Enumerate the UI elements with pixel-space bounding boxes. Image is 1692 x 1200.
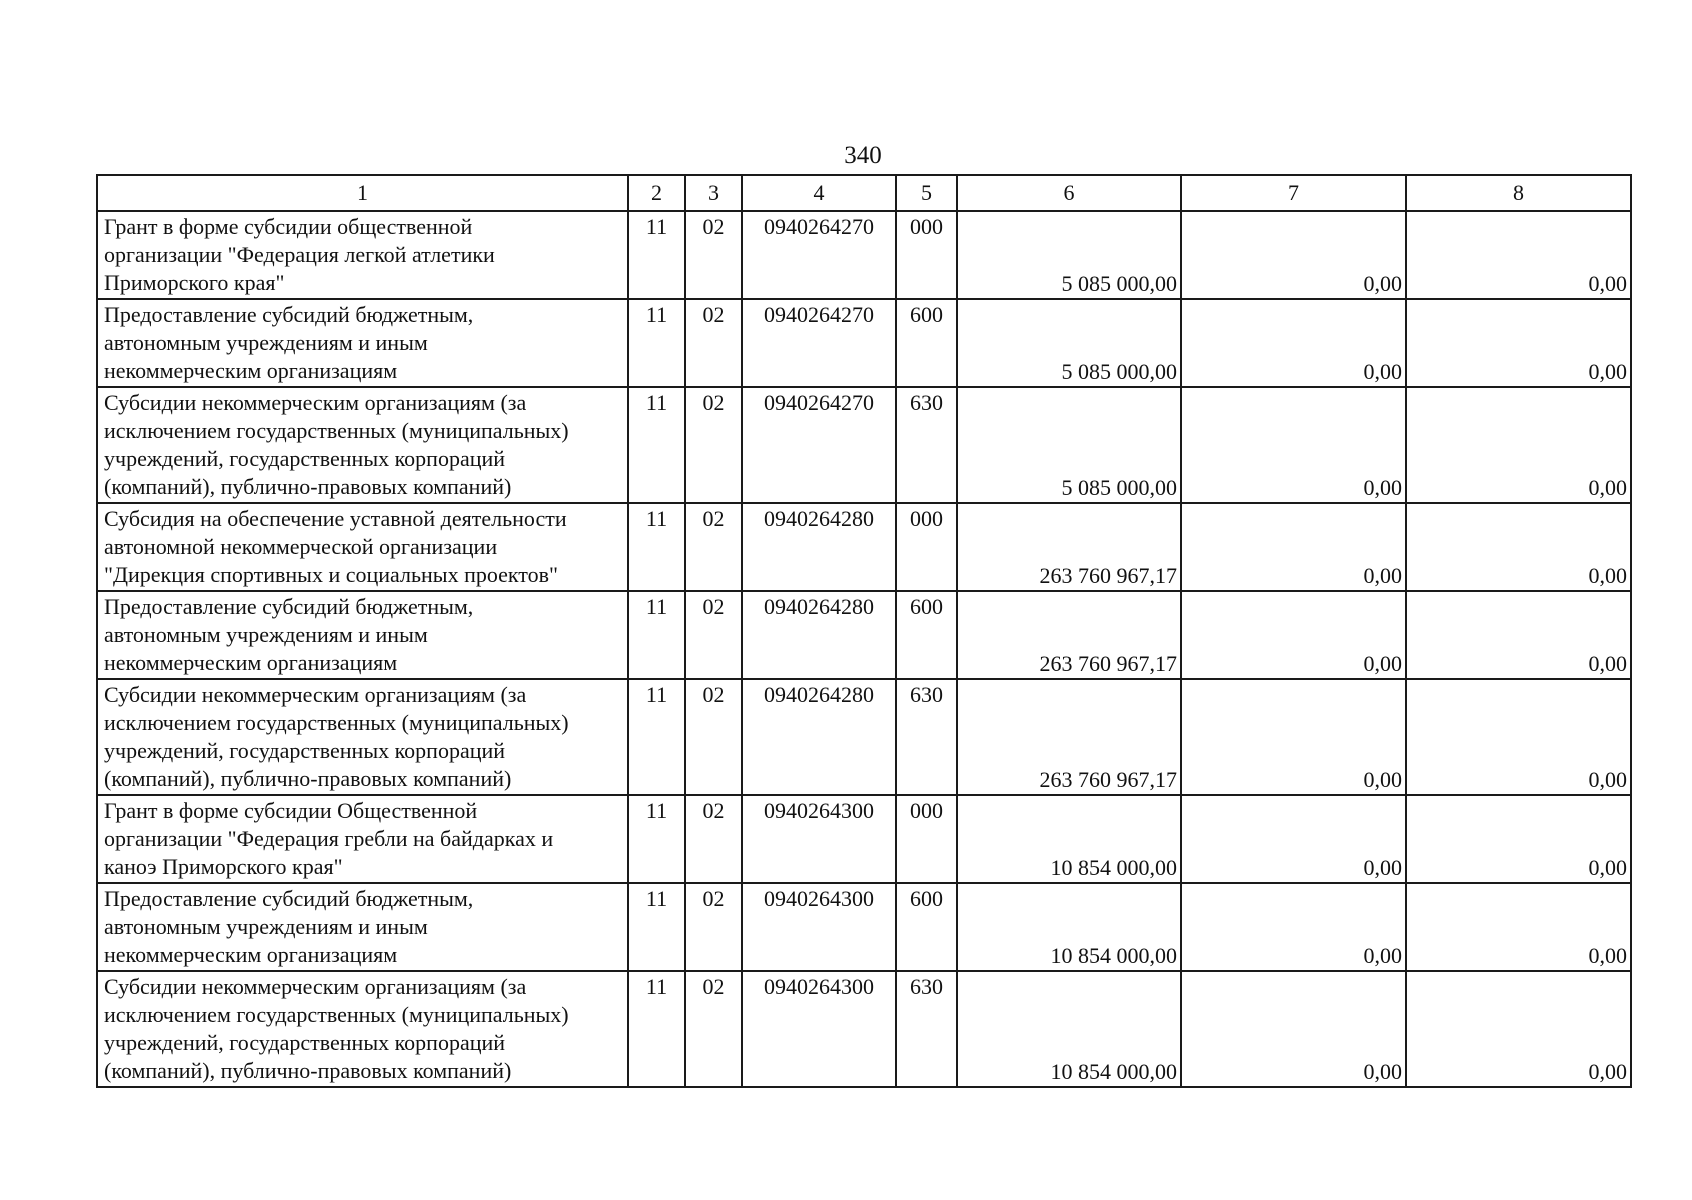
row-section: 11 <box>628 971 685 1087</box>
row-amount-col6: 263 760 967,17 <box>957 503 1181 591</box>
row-section: 11 <box>628 503 685 591</box>
row-name: Субсидии некоммерческим организациям (за исключением государственных (муниципальных) учреждений, государственных корпораций (компаний), публично-правовых компаний) <box>97 679 628 795</box>
header-cell: 3 <box>685 175 742 211</box>
row-expense-type: 600 <box>896 591 957 679</box>
table-row <box>97 387 1631 503</box>
row-subsection: 02 <box>685 211 742 299</box>
row-amount-col7: 0,00 <box>1181 591 1406 679</box>
row-subsection: 02 <box>685 387 742 503</box>
row-target-article: 0940264300 <box>742 971 896 1087</box>
row-expense-type: 630 <box>896 387 957 503</box>
row-target-article: 0940264300 <box>742 795 896 883</box>
table-row <box>97 679 1631 795</box>
row-amount-col7: 0,00 <box>1181 795 1406 883</box>
row-section: 11 <box>628 299 685 387</box>
row-amount-col8: 0,00 <box>1406 795 1631 883</box>
row-amount-col6: 10 854 000,00 <box>957 883 1181 971</box>
row-name: Субсидии некоммерческим организациям (за исключением государственных (муниципальных) учреждений, государственных корпораций (компаний), публично-правовых компаний) <box>97 387 628 503</box>
row-name: Субсидии некоммерческим организациям (за исключением государственных (муниципальных) учреждений, государственных корпораций (компаний), публично-правовых компаний) <box>97 971 628 1087</box>
row-amount-col8: 0,00 <box>1406 591 1631 679</box>
row-amount-col8: 0,00 <box>1406 503 1631 591</box>
row-subsection: 02 <box>685 971 742 1087</box>
row-target-article: 0940264270 <box>742 299 896 387</box>
row-subsection: 02 <box>685 883 742 971</box>
row-subsection: 02 <box>685 795 742 883</box>
row-amount-col8: 0,00 <box>1406 883 1631 971</box>
row-amount-col7: 0,00 <box>1181 387 1406 503</box>
row-amount-col6: 5 085 000,00 <box>957 299 1181 387</box>
row-amount-col7: 0,00 <box>1181 211 1406 299</box>
row-name: Грант в форме субсидии Общественной организации "Федерация гребли на байдарках и каноэ Приморского края" <box>97 795 628 883</box>
row-subsection: 02 <box>685 503 742 591</box>
row-expense-type: 600 <box>896 883 957 971</box>
table-row <box>97 503 1631 591</box>
row-section: 11 <box>628 679 685 795</box>
row-amount-col6: 263 760 967,17 <box>957 591 1181 679</box>
row-name: Предоставление субсидий бюджетным, автономным учреждениям и иным некоммерческим организациям <box>97 299 628 387</box>
header-cell: 2 <box>628 175 685 211</box>
row-name: Предоставление субсидий бюджетным, автономным учреждениям и иным некоммерческим организациям <box>97 883 628 971</box>
row-amount-col6: 263 760 967,17 <box>957 679 1181 795</box>
row-target-article: 0940264280 <box>742 503 896 591</box>
row-target-article: 0940264270 <box>742 211 896 299</box>
row-name: Субсидия на обеспечение уставной деятельности автономной некоммерческой организации "Дирекция спортивных и социальных проектов" <box>97 503 628 591</box>
row-amount-col7: 0,00 <box>1181 971 1406 1087</box>
header-cell: 7 <box>1181 175 1406 211</box>
row-target-article: 0940264270 <box>742 387 896 503</box>
row-name: Предоставление субсидий бюджетным, автономным учреждениям и иным некоммерческим организациям <box>97 591 628 679</box>
row-target-article: 0940264280 <box>742 591 896 679</box>
page-number: 340 <box>844 142 882 169</box>
row-section: 11 <box>628 387 685 503</box>
row-subsection: 02 <box>685 591 742 679</box>
row-target-article: 0940264300 <box>742 883 896 971</box>
row-amount-col6: 5 085 000,00 <box>957 387 1181 503</box>
header-cell: 6 <box>957 175 1181 211</box>
row-amount-col7: 0,00 <box>1181 679 1406 795</box>
budget-table <box>96 174 1632 1088</box>
row-amount-col8: 0,00 <box>1406 387 1631 503</box>
header-cell: 8 <box>1406 175 1631 211</box>
row-expense-type: 630 <box>896 679 957 795</box>
header-cell: 1 <box>97 175 628 211</box>
table-row <box>97 299 1631 387</box>
row-amount-col7: 0,00 <box>1181 883 1406 971</box>
row-section: 11 <box>628 211 685 299</box>
row-section: 11 <box>628 883 685 971</box>
table-row <box>97 591 1631 679</box>
row-subsection: 02 <box>685 299 742 387</box>
row-amount-col8: 0,00 <box>1406 211 1631 299</box>
row-section: 11 <box>628 795 685 883</box>
row-expense-type: 600 <box>896 299 957 387</box>
table-row <box>97 211 1631 299</box>
row-amount-col8: 0,00 <box>1406 679 1631 795</box>
row-expense-type: 630 <box>896 971 957 1087</box>
row-amount-col8: 0,00 <box>1406 299 1631 387</box>
row-target-article: 0940264280 <box>742 679 896 795</box>
row-subsection: 02 <box>685 679 742 795</box>
table-row <box>97 795 1631 883</box>
row-expense-type: 000 <box>896 211 957 299</box>
header-cell: 5 <box>896 175 957 211</box>
table-row <box>97 971 1631 1087</box>
row-section: 11 <box>628 591 685 679</box>
header-cell: 4 <box>742 175 896 211</box>
row-amount-col7: 0,00 <box>1181 299 1406 387</box>
row-name: Грант в форме субсидии общественной организации "Федерация легкой атлетики Приморского края" <box>97 211 628 299</box>
table-header-row <box>97 175 1631 211</box>
row-amount-col7: 0,00 <box>1181 503 1406 591</box>
row-amount-col6: 5 085 000,00 <box>957 211 1181 299</box>
row-expense-type: 000 <box>896 795 957 883</box>
row-amount-col8: 0,00 <box>1406 971 1631 1087</box>
row-amount-col6: 10 854 000,00 <box>957 795 1181 883</box>
row-expense-type: 000 <box>896 503 957 591</box>
row-amount-col6: 10 854 000,00 <box>957 971 1181 1087</box>
table-row <box>97 883 1631 971</box>
